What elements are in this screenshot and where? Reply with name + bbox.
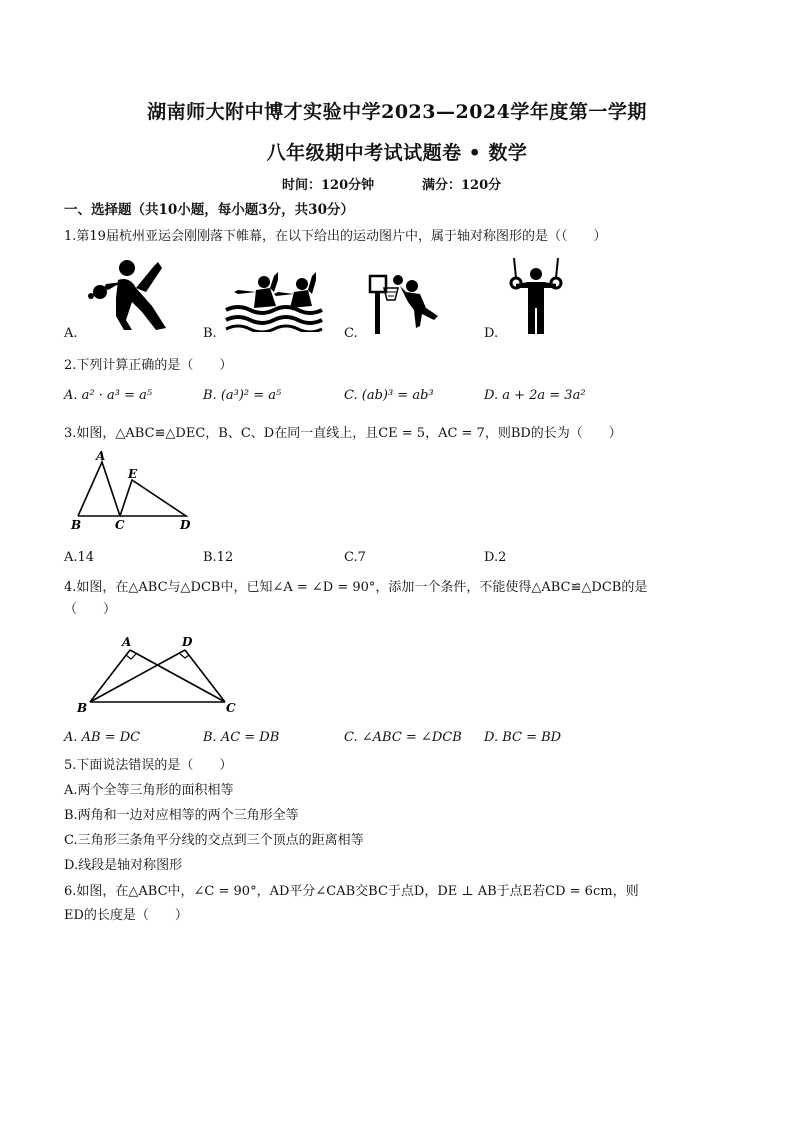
figure-label-b: B bbox=[77, 701, 88, 715]
table-tennis-icon bbox=[86, 258, 186, 334]
question-3-option-d: D.2 bbox=[484, 550, 507, 565]
question-1-option-c: C. bbox=[344, 326, 358, 341]
exam-score: 满分：120分 bbox=[422, 178, 502, 193]
question-4-stem-cont: （ ） bbox=[64, 602, 117, 617]
question-3-option-a: A.14 bbox=[64, 550, 95, 565]
figure-label-b: B bbox=[71, 518, 82, 532]
question-1-option-a: A. bbox=[64, 326, 78, 341]
question-2-option-a: A. a² · a³ = a⁵ bbox=[64, 388, 153, 403]
exam-time: 时间：120分钟 bbox=[282, 178, 375, 193]
figure-label-d: D bbox=[182, 635, 193, 649]
question-5-option-c: C.三角形三条角平分线的交点到三个顶点的距离相等 bbox=[64, 833, 364, 848]
figure-label-c: C bbox=[115, 518, 125, 532]
figure-label-a: A bbox=[122, 635, 132, 649]
question-1-option-b: B. bbox=[203, 326, 217, 341]
page-title: 湖南师大附中博才实验中学2023—2024学年度第一学期 bbox=[147, 101, 647, 123]
question-6-stem-cont: ED的长度是（ ） bbox=[64, 908, 188, 923]
question-4-option-b: B. AC = DB bbox=[203, 730, 280, 745]
question-3-option-c: C.7 bbox=[344, 550, 366, 565]
question-3-option-b: B.12 bbox=[203, 550, 234, 565]
question-6-stem: 6.如图，在△ABC中，∠C = 90°，AD平分∠CAB交BC于点D，DE ⊥ AB于点E若CD = 6cm，则 bbox=[64, 884, 639, 899]
question-1-stem: 1.第19届杭州亚运会刚刚落下帷幕，在以下给出的运动图片中，属于轴对称图形的是（（ ） bbox=[64, 229, 607, 244]
figure-label-a: A bbox=[96, 449, 106, 463]
figure-label-d: D bbox=[180, 518, 191, 532]
question-3-figure bbox=[66, 448, 196, 532]
question-3-stem: 3.如图，△ABC≌△DEC，B、C、D在同一直线上，且CE = 5，AC = 7，则BD的长为（ ） bbox=[64, 426, 622, 441]
question-1-option-d: D. bbox=[484, 326, 499, 341]
page-subtitle: 八年级期中考试试题卷 • 数学 bbox=[266, 142, 528, 164]
question-5-option-d: D.线段是轴对称图形 bbox=[64, 858, 183, 873]
question-4-stem: 4.如图，在△ABC与△DCB中，已知∠A = ∠D = 90°，添加一个条件，不能使得△ABC≌△DCB的是 bbox=[64, 580, 648, 595]
question-2-option-d: D. a + 2a = 3a² bbox=[484, 388, 586, 403]
question-4-figure bbox=[70, 630, 250, 716]
question-2-stem: 2.下列计算正确的是（ ） bbox=[64, 358, 233, 373]
basketball-dunk-icon bbox=[368, 272, 444, 336]
question-2-option-b: B. (a³)² = a⁵ bbox=[203, 388, 282, 403]
question-4-option-d: D. BC = BD bbox=[484, 730, 562, 745]
gymnastics-rings-icon bbox=[506, 258, 566, 336]
figure-label-e: E bbox=[128, 467, 138, 481]
question-4-option-a: A. AB = DC bbox=[64, 730, 141, 745]
question-4-option-c: C. ∠ABC = ∠DCB bbox=[344, 730, 462, 745]
question-2-option-c: C. (ab)³ = ab³ bbox=[344, 388, 434, 403]
figure-label-c: C bbox=[226, 701, 236, 715]
question-5-option-b: B.两角和一边对应相等的两个三角形全等 bbox=[64, 808, 299, 823]
question-5-option-a: A.两个全等三角形的面积相等 bbox=[64, 783, 234, 798]
synchronized-swimming-icon bbox=[224, 270, 324, 332]
section-heading: 一、选择题（共10小题，每小题3分，共30分） bbox=[64, 202, 354, 218]
question-5-stem: 5.下面说法错误的是（ ） bbox=[64, 758, 233, 773]
